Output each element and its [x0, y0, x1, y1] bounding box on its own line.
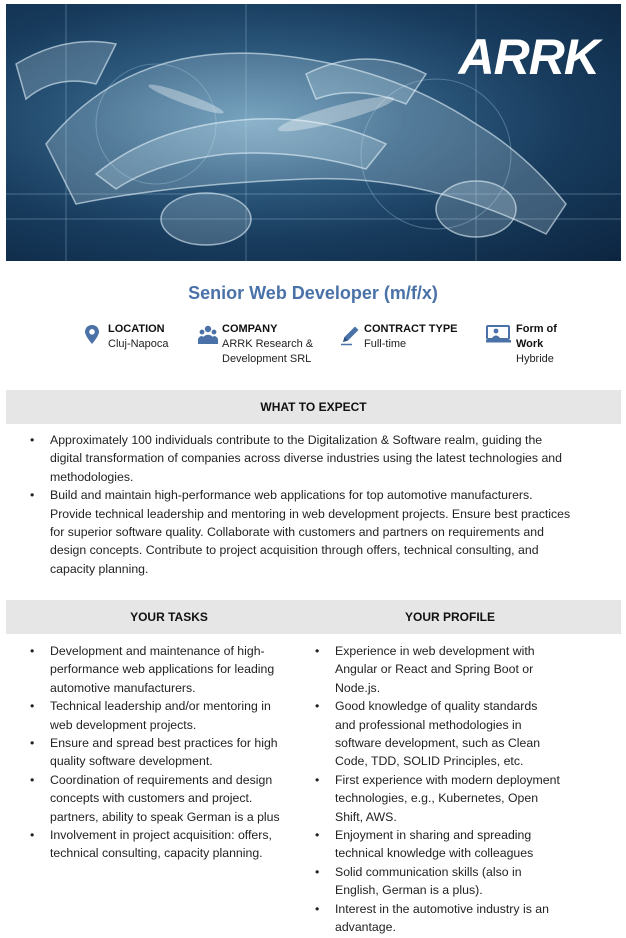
list-item: • Experience in web development with Angular or React and Spring Boot or Node.js.	[291, 642, 581, 697]
computer-user-icon	[486, 324, 512, 346]
info-label: COMPANY	[222, 323, 278, 335]
info-label: CONTRACT TYPE	[364, 323, 458, 335]
info-value-line: Development SRL	[222, 353, 312, 365]
profile-list	[291, 642, 581, 937]
info-label-line: Form of	[516, 323, 557, 335]
list-item: • Ensure and spread best practices for high quality software development.	[6, 734, 296, 771]
arrk-logo: ARRK	[458, 29, 599, 85]
tasks-list	[6, 642, 296, 863]
section-heading-profile: YOUR PROFILE	[404, 610, 495, 624]
list-item: • Involvement in project acquisition: offers, technical consulting, capacity planning.	[6, 826, 296, 863]
list-item: • Technical leadership and/or mentoring in web development projects.	[6, 697, 296, 734]
list-item: • Build and maintain high-performance web applications for top automotive manufacturers. Provide technical leadership and mentoring in web development projects. Ensure best practices for superior software quality. Collaborate with customers and partners on requirements and design concepts. Contribute to project acquisition through offers, technical consulting, and capacity planning.	[6, 486, 600, 578]
list-item: • Enjoyment in sharing and spreading technical knowledge with colleagues	[291, 826, 581, 863]
hero-banner	[6, 4, 621, 261]
info-location	[84, 322, 169, 352]
info-value-line: ARRK Research &	[222, 338, 314, 350]
list-item: • Approximately 100 individuals contribute to the Digitalization & Software realm, guiding the digital transformation of companies across diverse industries using the latest technologies and methodologies.	[6, 431, 600, 486]
job-title: Senior Web Developer (m/f/x)	[188, 283, 438, 303]
info-label: LOCATION	[108, 323, 165, 335]
location-pin-icon	[84, 324, 106, 346]
pen-icon	[340, 324, 362, 346]
info-value: Full-time	[364, 338, 407, 350]
section-heading-tasks-profile	[6, 600, 621, 634]
info-contract-type	[340, 322, 458, 352]
list-item: • Interest in the automotive industry is an advantage.	[291, 900, 581, 937]
list-item: • Solid communication skills (also in English, German is a plus).	[291, 863, 581, 900]
info-company	[198, 322, 313, 367]
section-heading-text: WHAT TO EXPECT	[260, 400, 367, 414]
list-item: • Development and maintenance of high- performance web applications for leading automotive manufacturers.	[6, 642, 296, 697]
list-item: • Coordination of requirements and design concepts with customers and project. partners, ability to speak German is a plus	[6, 771, 296, 826]
section-heading-expect	[6, 390, 621, 424]
expect-list	[6, 431, 600, 578]
info-label-line: Work	[516, 338, 544, 350]
section-heading-tasks: YOUR TASKS	[130, 610, 208, 624]
list-item: • Good knowledge of quality standards and professional methodologies in software development, such as Clean Code, TDD, SOLID Principles, etc.	[291, 697, 581, 771]
info-value: Cluj-Napoca	[108, 338, 169, 350]
info-form-of-work	[486, 322, 557, 367]
info-value: Hybride	[516, 353, 554, 365]
list-item: • First experience with modern deployment technologies, e.g., Kubernetes, Open Shift, AWS.	[291, 771, 581, 826]
company-people-icon	[198, 324, 220, 346]
